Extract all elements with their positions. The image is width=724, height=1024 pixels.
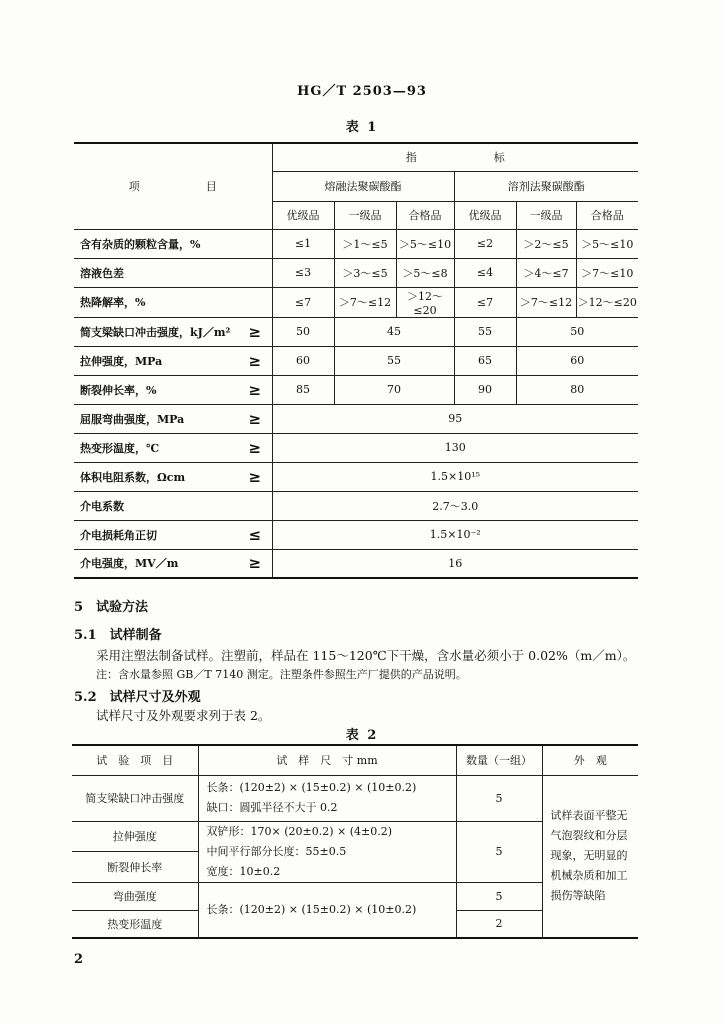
size-cell xyxy=(198,775,456,821)
table-row xyxy=(74,346,638,375)
cell: 55 xyxy=(454,317,516,346)
cell: 70 xyxy=(334,375,454,404)
grade-header: 合格品 xyxy=(576,201,638,229)
size-line: 双铲形：170× (20±0.2) × (4±0.2) xyxy=(206,824,393,838)
cell: ＞1～≤5 xyxy=(334,229,396,258)
row-symbol: ≥ xyxy=(238,375,272,404)
row-item: 热变形温度 xyxy=(72,910,198,938)
cell: ＞5～≤8 xyxy=(396,258,454,287)
row-item: 弯曲强度 xyxy=(72,882,198,910)
section-5-1-note: 注：含水量参照 GB／T 7140 测定。注塑条件参照生产厂提供的产品说明。 xyxy=(96,668,467,681)
size-line: 缺口：圆弧半径不大于 0.2 xyxy=(206,801,338,814)
row-symbol: ≥ xyxy=(238,346,272,375)
grade-header: 合格品 xyxy=(396,201,454,229)
row-item: 断裂伸长率 xyxy=(72,852,198,883)
cell: ≤7 xyxy=(454,287,516,317)
table-row xyxy=(74,375,638,404)
row-item: 体积电阻系数，Ωcm xyxy=(74,462,238,491)
qty-cell: 5 xyxy=(456,882,542,910)
cell: ＞7～≤10 xyxy=(576,258,638,287)
size-line: 宽度：10±0.2 xyxy=(206,864,281,878)
table2-header-appearance: 外 观 xyxy=(542,745,638,775)
section-5-1-title: 5.1 试样制备 xyxy=(74,628,162,643)
cell: ≤4 xyxy=(454,258,516,287)
cell: ≤1 xyxy=(272,229,334,258)
row-item: 热变形温度，℃ xyxy=(74,433,238,462)
row-item: 溶液色差 xyxy=(74,258,238,287)
row-symbol xyxy=(238,229,272,258)
table2-header-size: 试 样 尺 寸 mm xyxy=(198,745,456,775)
cell: ＞5～≤10 xyxy=(576,229,638,258)
cell: ＞5～≤10 xyxy=(396,229,454,258)
table-row xyxy=(74,258,638,287)
table2-header-item: 试 验 项 目 xyxy=(72,745,198,775)
cell: ＞7～≤12 xyxy=(516,287,576,317)
cell: 85 xyxy=(272,375,334,404)
table-row xyxy=(74,462,638,491)
page-number: 2 xyxy=(74,952,84,967)
table2-header-qty: 数量（一组） xyxy=(456,745,542,775)
table2 xyxy=(72,744,638,939)
row-symbol: ≥ xyxy=(238,404,272,433)
cell: 45 xyxy=(334,317,454,346)
row-symbol: ≥ xyxy=(238,462,272,491)
row-item: 断裂伸长率，% xyxy=(74,375,238,404)
table-row xyxy=(74,317,638,346)
size-line: 中间平行部分长度：55±0.5 xyxy=(206,844,347,858)
row-item: 介电损耗角正切 xyxy=(74,520,238,549)
table-row xyxy=(72,775,638,821)
row-symbol xyxy=(238,287,272,317)
table1-caption: 表 1 xyxy=(345,120,379,135)
row-symbol: ≤ xyxy=(238,520,272,549)
cell: ≤7 xyxy=(272,287,334,317)
cell: 80 xyxy=(516,375,638,404)
row-symbol: ≥ xyxy=(238,433,272,462)
table1-group-solvent: 溶剂法聚碳酸酯 xyxy=(454,171,638,201)
row-item: 介电强度，MV／m xyxy=(74,549,238,578)
row-item: 简支梁缺口冲击强度，kJ／m² xyxy=(74,317,238,346)
section-5-2-title: 5.2 试样尺寸及外观 xyxy=(74,690,201,705)
cell: ＞12～≤20 xyxy=(396,287,454,317)
row-symbol: ≥ xyxy=(238,549,272,578)
table-row xyxy=(74,229,638,258)
cell: 60 xyxy=(516,346,638,375)
cell: 95 xyxy=(272,404,638,433)
row-item: 屈服弯曲强度，MPa xyxy=(74,404,238,433)
table1 xyxy=(74,142,638,579)
table1-group-melt: 熔融法聚碳酸酯 xyxy=(272,171,454,201)
cell: 16 xyxy=(272,549,638,578)
size-line: 长条：(120±2) × (15±0.2) × (10±0.2) xyxy=(206,781,417,794)
row-item: 拉伸强度，MPa xyxy=(74,346,238,375)
qty-cell: 2 xyxy=(456,910,542,938)
table1-item-header: 项 目 xyxy=(74,143,272,229)
row-symbol: ≥ xyxy=(238,317,272,346)
table-row xyxy=(74,404,638,433)
row-item: 热降解率，% xyxy=(74,287,238,317)
section-5-title: 5 试验方法 xyxy=(74,600,149,615)
cell: 1.5×10¹⁵ xyxy=(272,462,638,491)
section-5-2-text: 试样尺寸及外观要求列于表 2。 xyxy=(96,708,271,723)
cell: 50 xyxy=(272,317,334,346)
cell: 65 xyxy=(454,346,516,375)
table-row xyxy=(74,520,638,549)
grade-header: 一级品 xyxy=(334,201,396,229)
qty-cell: 5 xyxy=(456,821,542,882)
cell: 50 xyxy=(516,317,638,346)
cell: 2.7～3.0 xyxy=(272,491,638,520)
cell: ≤2 xyxy=(454,229,516,258)
table-row xyxy=(74,287,638,317)
row-item: 拉伸强度 xyxy=(72,821,198,852)
cell: ＞4～≤7 xyxy=(516,258,576,287)
table-row xyxy=(74,549,638,578)
cell: 90 xyxy=(454,375,516,404)
cell: ＞12～≤20 xyxy=(576,287,638,317)
document-header: HG／T 2503—93 xyxy=(297,84,427,99)
grade-header: 优级品 xyxy=(272,201,334,229)
cell: ≤3 xyxy=(272,258,334,287)
section-5-1-text: 采用注塑法制备试样。注塑前，样品在 115～120℃下干燥，含水量必须小于 0.02%（m／m）。 xyxy=(96,648,636,663)
table2-caption: 表 2 xyxy=(345,728,379,743)
appearance-cell: 试样表面平整无气泡裂纹和分层现象，无明显的机械杂质和加工损伤等缺陷 xyxy=(542,775,638,938)
table-row xyxy=(74,433,638,462)
cell: ＞7～≤12 xyxy=(334,287,396,317)
cell: ＞3～≤5 xyxy=(334,258,396,287)
cell: 1.5×10⁻² xyxy=(272,520,638,549)
grade-header: 优级品 xyxy=(454,201,516,229)
row-item: 介电系数 xyxy=(74,491,238,520)
size-cell: 长条：(120±2) × (15±0.2) × (10±0.2) xyxy=(198,882,456,938)
row-item: 含有杂质的颗粒含量，% xyxy=(74,229,238,258)
cell: 60 xyxy=(272,346,334,375)
grade-header: 一级品 xyxy=(516,201,576,229)
table-row xyxy=(74,491,638,520)
cell: 55 xyxy=(334,346,454,375)
cell: 130 xyxy=(272,433,638,462)
qty-cell: 5 xyxy=(456,775,542,821)
row-symbol xyxy=(238,258,272,287)
size-cell xyxy=(198,821,456,882)
table1-indicator-header: 指 标 xyxy=(272,143,638,171)
row-symbol xyxy=(238,491,272,520)
row-item: 简支梁缺口冲击强度 xyxy=(72,775,198,821)
cell: ＞2～≤5 xyxy=(516,229,576,258)
